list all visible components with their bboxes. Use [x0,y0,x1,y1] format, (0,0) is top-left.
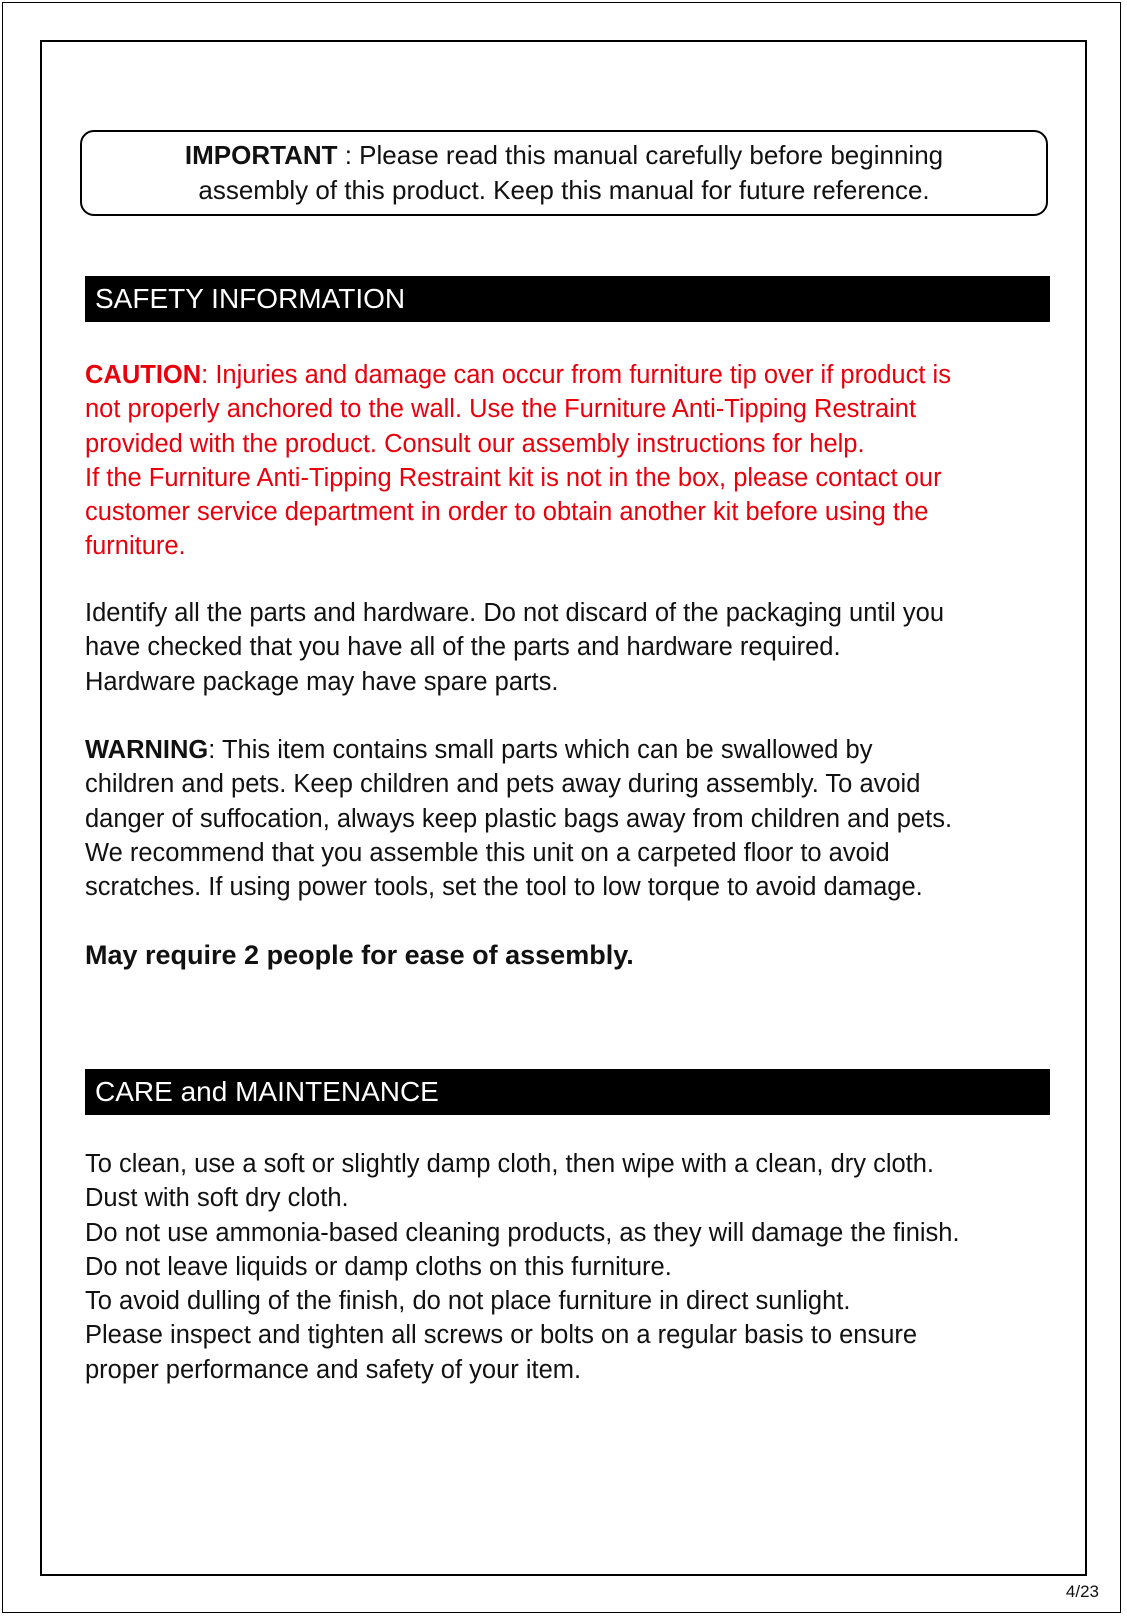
important-line-1 [82,138,1046,173]
care-line: Dust with soft dry cloth. [85,1184,349,1213]
care-maintenance-heading: CARE and MAINTENANCE [85,1069,1050,1115]
identify-line: have checked that you have all of the parts and hardware required. [85,633,841,662]
safety-information-heading: SAFETY INFORMATION [85,276,1050,322]
caution-paragraph [85,358,1075,564]
important-notice-box [80,130,1048,216]
important-label: IMPORTANT [184,140,338,170]
caution-label: CAUTION [85,361,202,389]
caution-line: furniture. [85,532,186,561]
caution-line: provided with the product. Consult our assembly instructions for help. [85,429,865,458]
identify-parts-paragraph [85,596,1075,699]
warning-line: We recommend that you assemble this unit on a carpeted floor to avoid [85,838,890,867]
caution-line: CAUTION: Injuries and damage can occur from furniture tip over if product is [85,361,951,389]
warning-paragraph [85,733,1075,904]
care-line: Please inspect and tighten all screws or bolts on a regular basis to ensure [85,1321,918,1350]
warning-line: children and pets. Keep children and pets away during assembly. To avoid [85,770,921,799]
warning-line: WARNING: This item contains small parts which can be swallowed by [85,736,873,764]
care-line: proper performance and safety of your item. [85,1355,582,1384]
care-line: Do not use ammonia-based cleaning products, as they will damage the finish. [85,1218,960,1247]
caution-line: If the Furniture Anti-Tipping Restraint kit is not in the box, please contact our [85,463,942,492]
care-line: To avoid dulling of the finish, do not place furniture in direct sunlight. [85,1287,851,1316]
important-line-2: assembly of this product. Keep this manual for future reference. [198,175,930,205]
identify-line: Hardware package may have spare parts. [85,667,559,696]
two-people-notice: May require 2 people for ease of assembly. [85,940,634,970]
care-line: Do not leave liquids or damp cloths on this furniture. [85,1252,672,1281]
caution-line: customer service department in order to obtain another kit before using the [85,498,929,527]
warning-label: WARNING [85,736,209,764]
warning-line: danger of suffocation, always keep plastic bags away from children and pets. [85,804,953,833]
page-number: 4/23 [1065,1582,1099,1601]
caution-line: not properly anchored to the wall. Use the Furniture Anti-Tipping Restraint [85,395,917,424]
care-line: To clean, use a soft or slightly damp cloth, then wipe with a clean, dry cloth. [85,1150,935,1178]
warning-line: scratches. If using power tools, set the tool to low torque to avoid damage. [85,873,923,902]
care-paragraph [85,1147,1075,1387]
identify-line: Identify all the parts and hardware. Do not discard of the packaging until you [85,599,945,627]
important-text-1: : Please read this manual carefully before beginning [337,140,944,170]
